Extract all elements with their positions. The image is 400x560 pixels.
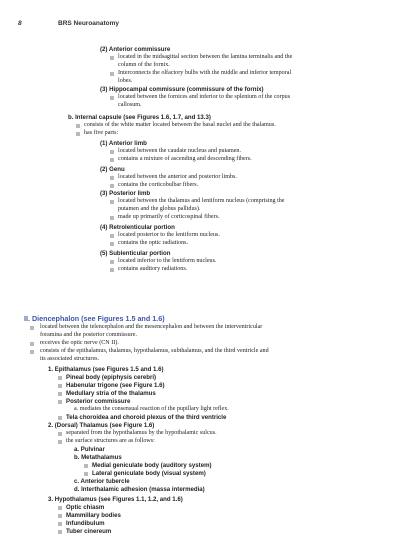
item-infundibulum: Infundibulum (66, 520, 105, 527)
text-line: column of the fornix. (118, 62, 170, 68)
text-line: a. mediates the consensual reaction of the pupillary light reflex. (74, 406, 229, 412)
bullet-square (30, 342, 34, 346)
text-line: contains the optic radiations. (118, 240, 189, 246)
bullet-square (58, 392, 62, 396)
bullet-square (110, 268, 114, 272)
bullet-square (58, 416, 62, 420)
bullet-square (110, 96, 114, 100)
text-line: the surface structures are as follows: (66, 438, 155, 444)
text-line: consists of the epithalamus, thalamus, hypothalamus, subthalamus, and the third ventricle and (40, 348, 269, 354)
bullet-square (110, 184, 114, 188)
text-line: foramina and the posterior commissure. (40, 332, 137, 338)
text-line: receives the optic nerve (CN II). (40, 340, 119, 346)
bullet-square (58, 432, 62, 436)
text-line: located between the thalamus and lentiform nucleus (comprising the (118, 198, 285, 204)
heading-sublenticular-portion: (5) Sublenticular portion (100, 250, 171, 257)
bullet-square (84, 464, 88, 468)
text-line: Interconnects the olfactory bulbs with the middle and inferior temporal (118, 70, 292, 76)
text-line: contains a mixture of ascending and descending fibers. (118, 156, 252, 162)
item-tuber-cinereum: Tuber cinereum (66, 528, 112, 535)
item-habenular-trigone: Habenular trigone (see Figure 1.6) (66, 382, 165, 389)
bullet-square (58, 376, 62, 380)
heading-anterior-limb: (1) Anterior limb (100, 140, 147, 147)
bullet-square (58, 400, 62, 404)
bullet-square (58, 384, 62, 388)
bullet-square (110, 150, 114, 154)
text-line: putamen and the globus pallidus). (118, 206, 201, 212)
text-line: separated from the hypothalamus by the hypothalamic sulcus. (66, 430, 217, 436)
book-title: BRS Neuroanatomy (58, 20, 120, 27)
heading-retrolenticular-portion: (4) Retrolenticular portion (100, 224, 175, 231)
item-pulvinar: a. Pulvinar (74, 446, 105, 453)
bullet-square (84, 472, 88, 476)
text-line: has five parts: (84, 130, 119, 136)
text-line: its associated structures. (40, 356, 100, 362)
bullet-square (58, 514, 62, 518)
heading-epithalamus: 1. Epithalamus (see Figures 1.5 and 1.6) (48, 366, 164, 373)
bullet-square (110, 72, 114, 76)
text-line: callosum. (118, 102, 142, 108)
bullet-square (76, 124, 80, 128)
text-line: consists of the white matter located between the basal nuclei and the thalamus. (84, 122, 276, 128)
bullet-square (110, 242, 114, 246)
item-posterior-commissure: Posterior commissure (66, 398, 131, 405)
text-line: contains the corticobulbar fibers. (118, 182, 199, 188)
text-line: located between the anterior and posterior limbs. (118, 174, 237, 180)
running-header (18, 20, 119, 27)
heading-internal-capsule: b. Internal capsule (see Figures 1.6, 1.7, and 13.3) (68, 114, 211, 121)
item-lateral-geniculate-body: Lateral geniculate body (visual system) (92, 470, 206, 477)
bullet-square (58, 440, 62, 444)
item-interthalamic-adhesion: d. Interthalamic adhesion (massa intermedia) (74, 486, 205, 493)
bullet-square (110, 176, 114, 180)
text-line: located between the caudate nucleus and putamen. (118, 148, 242, 154)
heading-hypothalamus: 3. Hypothalamus (see Figures 1.1, 1.2, and 1.6) (48, 496, 183, 503)
bullet-square (110, 216, 114, 220)
item-mammillary-bodies: Mammillary bodies (66, 512, 121, 519)
bullet-square (110, 200, 114, 204)
text-line: lobes. (118, 78, 133, 84)
page-number: 8 (18, 20, 22, 27)
item-pineal-body: Pineal body (epiphysis cerebri) (66, 374, 157, 381)
item-optic-chiasm: Optic chiasm (66, 504, 105, 511)
text-line: located inferior to the lentiform nucleus. (118, 258, 217, 264)
bullet-square (30, 326, 34, 330)
bullet-square (58, 530, 62, 534)
section-heading-diencephalon: II. Diencephalon (see Figures 1.5 and 1.6) (24, 314, 165, 323)
item-anterior-tubercle: c. Anterior tubercle (74, 478, 130, 485)
item-medullary-stria: Medullary stria of the thalamus (66, 390, 156, 397)
bullet-square (58, 506, 62, 510)
bullet-square (110, 56, 114, 60)
item-medial-geniculate-body: Medial geniculate body (auditory system) (92, 462, 212, 469)
heading-genu: (2) Genu (100, 166, 125, 173)
text-line: located between the fornices and inferior to the splenium of the corpus (118, 94, 291, 100)
bullet-square (30, 350, 34, 354)
bullet-square (110, 158, 114, 162)
text-line: located posterior to the lentiform nucleus. (118, 232, 220, 238)
bullet-square (110, 260, 114, 264)
text-line: made up primarily of corticospinal fibers. (118, 214, 220, 220)
heading-hippocampal-commissure: (3) Hippocampal commissure (commissure of the fornix) (100, 86, 264, 93)
bullet-square (110, 234, 114, 238)
heading-posterior-limb: (3) Posterior limb (100, 190, 151, 197)
text-line: located between the telencephalon and the mesencephalon and between the interventricular (40, 324, 263, 330)
text-line: located in the midsagittal section between the lamina terminalis and the (118, 54, 293, 60)
text-line: contains auditory radiations. (118, 266, 188, 272)
heading-anterior-commissure: (2) Anterior commissure (100, 46, 171, 53)
bullet-square (58, 522, 62, 526)
heading-thalamus: 2. (Dorsal) Thalamus (see Figure 1.6) (48, 422, 155, 429)
item-metathalamus: b. Metathalamus (74, 454, 122, 461)
bullet-square (76, 132, 80, 136)
item-tela-choroidea: Tela choroidea and choroid plexus of the third ventricle (66, 414, 227, 421)
